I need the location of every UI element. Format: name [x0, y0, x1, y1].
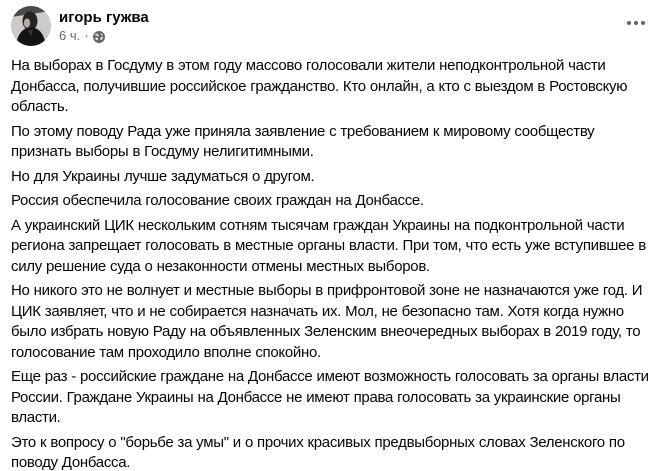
post-body: [11, 56, 652, 471]
post-paragraph: Но для Украины лучше задуматься о другом.: [11, 167, 315, 185]
ellipsis-icon: [641, 21, 645, 25]
ellipsis-icon: [634, 21, 638, 25]
post-meta: [59, 28, 149, 44]
post-paragraph: Но никого это не волнует и местные выборы в прифронтовой зоне не назначаются уже год. И ЦИК заявляет, что и не собирается назначать их. Мол, не безопасно там. Хотя когда нужно было избрать новую Раду на объявленных Зеленским внеочередных выборах в 2019 году, то голосование там проходило вполне спокойно.: [11, 282, 643, 361]
post-paragraph: А украинский ЦИК нескольким сотням тысячам граждан Украины на подконтрольной части региона запрещает голосовать в местные органы власти. При том, что есть уже вступившее в силу решение суда о незаконности отмены местных выборов.: [11, 216, 646, 275]
header-text: [59, 6, 149, 44]
globe-icon: [93, 31, 105, 43]
author-avatar[interactable]: [11, 6, 51, 46]
post-paragraph: На выборах в Госдуму в этом году массово голосовали жители неподконтрольной части Донбасса, получившие российское гражданство. Кто онлайн, а кто с выездом в Ростовскую область.: [11, 57, 628, 115]
post-paragraph: Россия обеспечила голосование своих граждан на Донбассе.: [11, 192, 424, 209]
post-header: [11, 6, 652, 46]
post-paragraph: Это к вопросу о "борьбе за умы" и о прочих красивых предвыборных словах Зеленского по поводу Донбасса.: [11, 433, 625, 471]
meta-separator: ·: [84, 28, 89, 43]
author-name-link[interactable]: игорь гужва: [59, 9, 149, 26]
post-paragraph: Еще раз - российские граждане на Донбассе имеют возможность голосовать за органы власти России. Граждане Украины на Донбассе не имеют права голосовать за украинские органы власти.: [11, 368, 649, 426]
ellipsis-icon: [627, 21, 631, 25]
post-paragraph: По этому поводу Рада уже приняла заявление с требованием к мировому сообществу признать выборы в Госдуму нелигитимными.: [11, 122, 595, 160]
more-options-button[interactable]: [623, 13, 649, 33]
post-timestamp[interactable]: 6 ч.: [59, 28, 81, 43]
profile-photo-icon: [11, 6, 51, 46]
